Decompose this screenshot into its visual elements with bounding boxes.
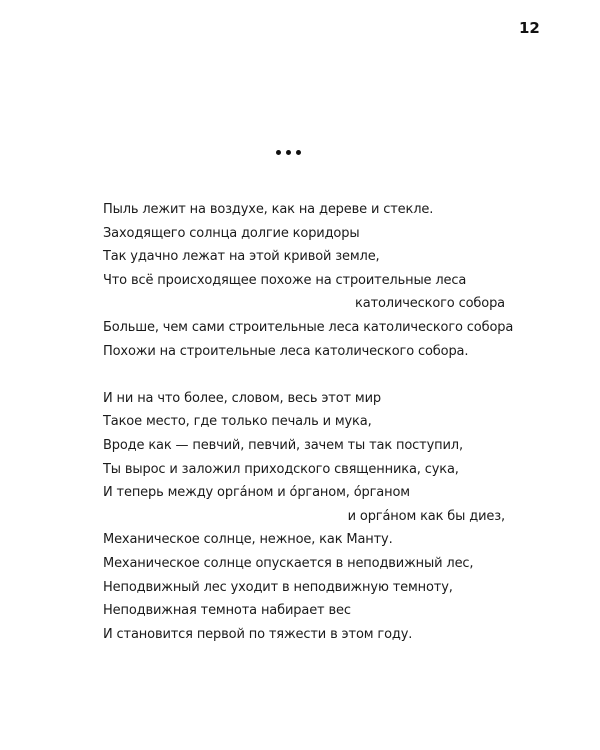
poem-line: Неподвижный лес уходит в неподвижную темноту, <box>103 579 453 595</box>
poem-line: Больше, чем сами строительные леса католического собора <box>103 319 514 335</box>
poem-line: Такое место, где только печаль и мука, <box>103 414 372 430</box>
poem-line: Механическое солнце опускается в неподвижный лес, <box>103 555 474 571</box>
poem-line: И теперь между орга́ном и о́рганом, о́рганом <box>103 485 410 501</box>
poem-line: И ни на что более, словом, весь этот мир <box>103 390 381 406</box>
poem <box>103 198 513 646</box>
ornament-dot <box>286 150 291 155</box>
poem-line: Вроде как — певчий, певчий, зачем ты так поступил, <box>103 437 463 453</box>
poem-line: Заходящего солнца долгие коридоры <box>103 225 360 241</box>
stanza-gap <box>103 363 513 387</box>
poem-line: Неподвижная темнота набирает вес <box>103 603 351 619</box>
poem-line: Механическое солнце, нежное, как Манту. <box>103 532 393 548</box>
poem-line: Похожи на строительные леса католического собора. <box>103 343 469 359</box>
stanza-2 <box>103 387 513 647</box>
page-number: 12 <box>519 19 540 37</box>
ornament-dot <box>296 150 301 155</box>
poem-line: Что всё происходящее похоже на строительные леса <box>103 272 467 288</box>
poem-line: Так удачно лежат на этой кривой земле, <box>103 249 380 265</box>
poem-line: И становится первой по тяжести в этом году. <box>103 626 413 642</box>
ornament-dot <box>276 150 281 155</box>
poem-line-indented: и орга́ном как бы диез, <box>347 508 505 524</box>
poem-line-indented: католического собора <box>355 296 505 312</box>
ornament-ellipsis <box>276 150 316 155</box>
stanza-1 <box>103 198 513 363</box>
poem-line: Пыль лежит на воздухе, как на дереве и стекле. <box>103 202 434 217</box>
poem-line: Ты вырос и заложил приходского священника, сука, <box>103 461 459 477</box>
